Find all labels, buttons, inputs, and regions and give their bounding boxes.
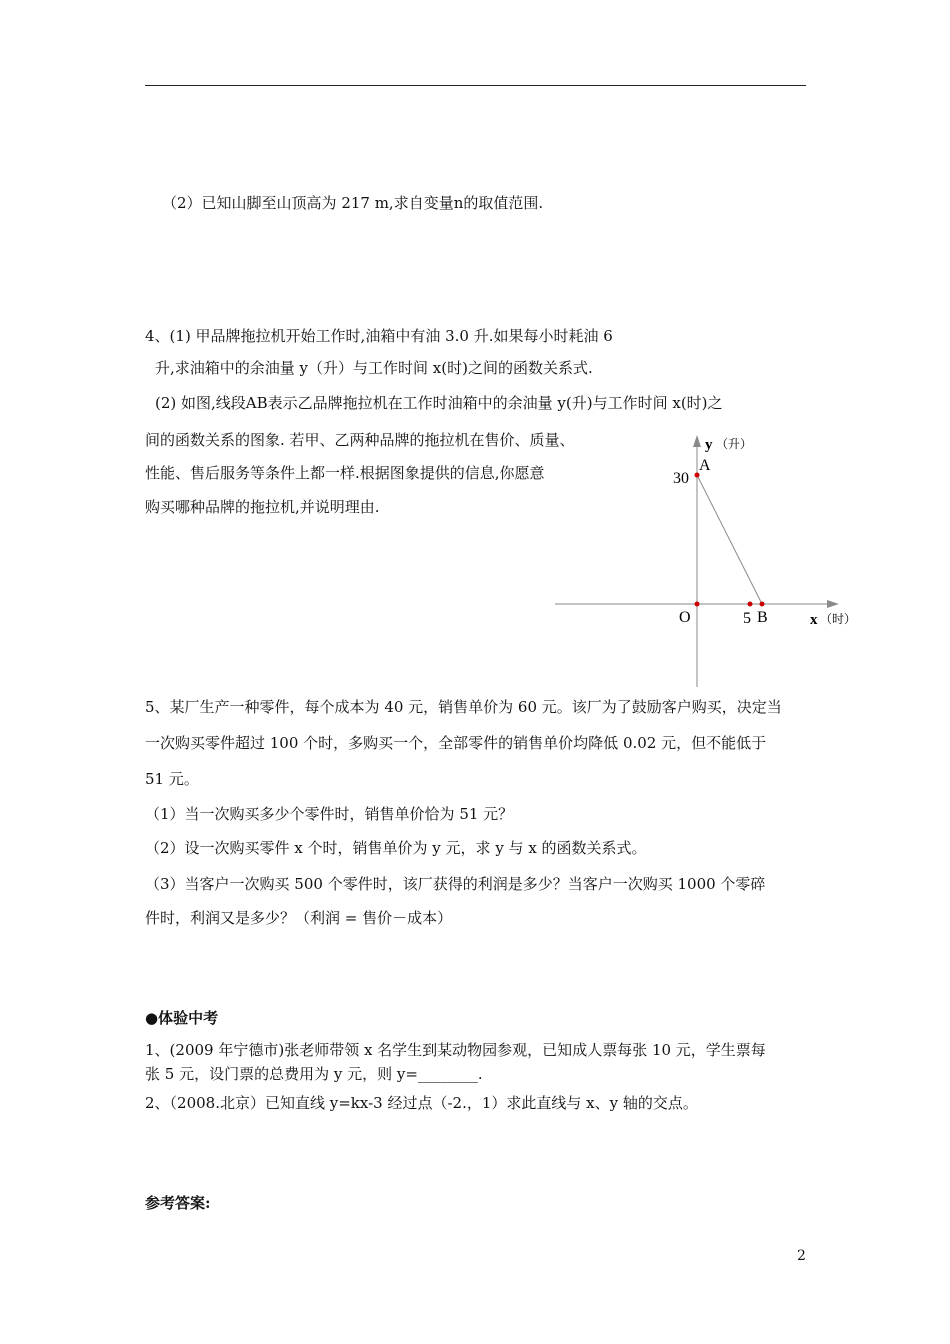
- exam-q1b: 张 5 元，设门票的总费用为 y 元，则 y=________.: [145, 1065, 483, 1083]
- q4-line6: 购买哪种品牌的拖拉机,并说明理由.: [145, 498, 380, 516]
- q5-sub2: （2）设一次购买零件 x 个时，销售单价为 y 元，求 y 与 x 的函数关系式。: [145, 839, 647, 857]
- point-b-label: B: [757, 609, 768, 626]
- q5-sub1: （1）当一次购买多少个零件时，销售单价恰为 51 元？: [145, 805, 514, 823]
- q5-sub3b: 件时，利润又是多少？（利润 = 售价－成本）: [145, 909, 453, 927]
- y-tick-label: 30: [673, 470, 689, 487]
- q4-line1: 4、(1) 甲品牌拖拉机开始工作时,油箱中有油 3.0 升.如果每小时耗油 6: [145, 327, 613, 345]
- y-axis-name: y: [705, 437, 713, 453]
- q4-line2: 升,求油箱中的余油量 y（升）与工作时间 x(时)之间的函数关系式.: [155, 359, 593, 377]
- exam-q1a: 1、(2009 年宁德市)张老师带领 x 名学生到某动物园参观，已知成人票每张 10 元，学生票每: [145, 1041, 766, 1059]
- fuel-graph: [555, 425, 855, 695]
- origin-label: O: [679, 609, 691, 626]
- origin-dot: [695, 602, 700, 607]
- x-axis-unit: （时）: [820, 612, 857, 626]
- point-b-dot: [760, 602, 765, 607]
- q4-line3: (2) 如图,线段AB表示乙品牌拖拉机在工作时油箱中的余油量 y(升)与工作时间 x(时)之: [155, 394, 723, 412]
- header-rule: [145, 85, 806, 86]
- q5-line3: 51 元。: [145, 770, 199, 788]
- x-axis-name: x: [810, 612, 818, 628]
- exam-heading: ●体验中考: [145, 1009, 219, 1027]
- q5-line2: 一次购买零件超过 100 个时，多购买一个，全部零件的销售单价均降低 0.02 元，但不能低于: [145, 734, 767, 752]
- page-number: 2: [797, 1248, 806, 1264]
- point-a-label: A: [699, 457, 711, 474]
- x-tick-label: 5: [743, 610, 751, 627]
- q5-sub3a: （3）当客户一次购买 500 个零件时，该厂获得的利润是多少？当客户一次购买 1000 个零碎: [145, 875, 766, 893]
- y-axis-unit: （升）: [716, 437, 753, 451]
- exam-q2: 2、（2008.北京）已知直线 y=kx-3 经过点（-2.，1）求此直线与 x、y 轴的交点。: [145, 1094, 698, 1112]
- q3-part2: （2）已知山脚至山顶高为 217 m,求自变量n的取值范围.: [162, 194, 544, 212]
- q5-line1: 5、某厂生产一种零件，每个成本为 40 元，销售单价为 60 元。该厂为了鼓励客户购买，决定当: [145, 698, 782, 716]
- q4-line4: 间的函数关系的图象. 若甲、乙两种品牌的拖拉机在售价、质量、: [145, 431, 575, 449]
- answers-heading: 参考答案:: [145, 1194, 211, 1212]
- q4-line5: 性能、售后服务等条件上都一样.根据图象提供的信息,你愿意: [145, 464, 545, 482]
- segment-ab: [697, 475, 762, 604]
- x-tick-dot: [748, 602, 753, 607]
